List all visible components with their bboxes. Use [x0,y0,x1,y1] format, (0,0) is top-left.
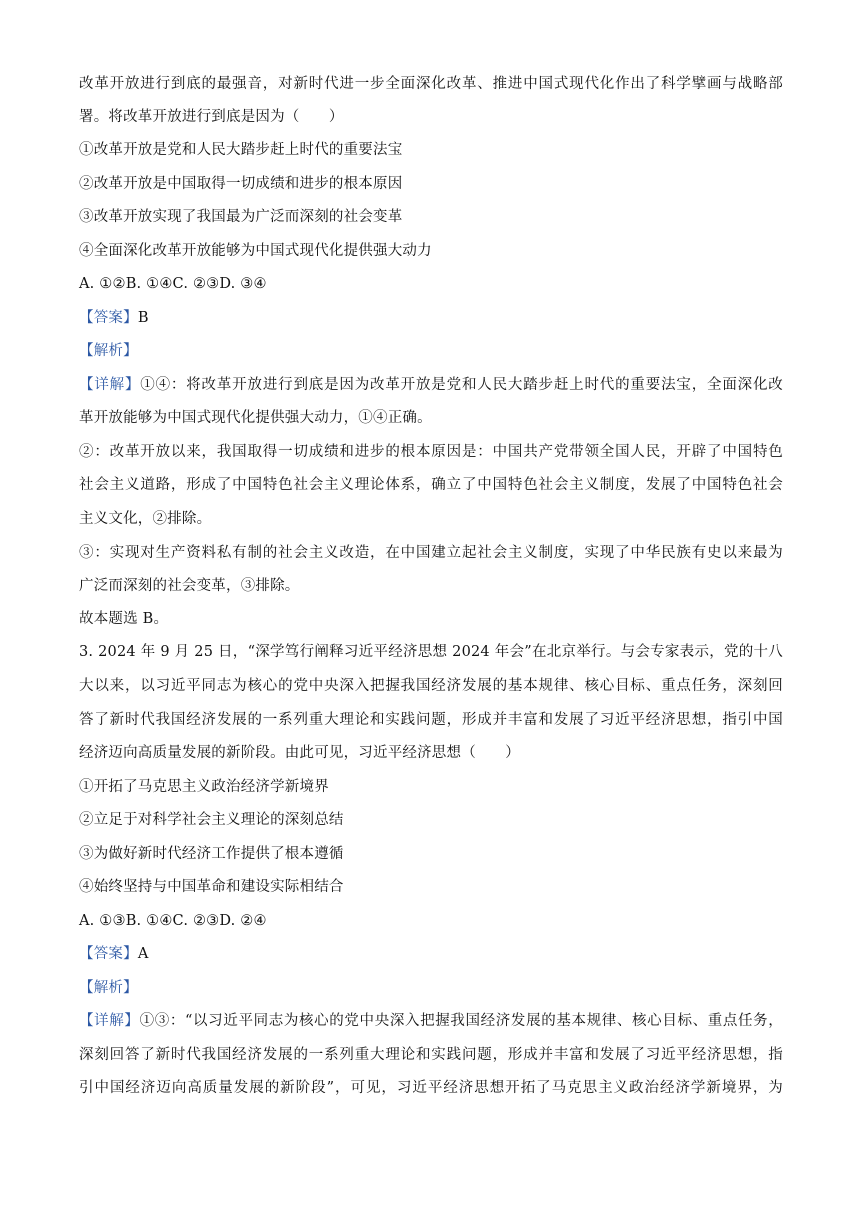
q2-option-2: ②改革开放是中国取得一切成绩和进步的根本原因 [79,176,403,192]
answer-value: A [137,946,149,962]
q3-option-2: ②立足于对科学社会主义理论的深刻总结 [79,812,344,828]
q3-option-3: ③为做好新时代经济工作提供了根本遵循 [79,846,344,862]
q2-analysis-tag: 【解析】 [79,343,138,359]
q3-answer [79,944,148,964]
detail-tag: 【详解】 [79,377,141,393]
q2-stem-line-1: 改革开放进行到底的最强音，对新时代进一步全面深化改革、推进中国式现代化作出了科学擘画与战略部 [79,76,783,92]
q2-option-3: ③改革开放实现了我国最为广泛而深刻的社会变革 [79,209,403,225]
q2-option-4: ④全面深化改革开放能够为中国式现代化提供强大动力 [79,243,432,259]
q2-detail-line-1: 【详解】①④：将改革开放进行到底是因为改革开放是党和人民大踏步赶上时代的重要法宝，全面深化改 [79,377,783,393]
q3-detail-line-1: 【详解】①③：“以习近平同志为核心的党中央深入把握我国经济发展的基本规律、核心目标、重点任务， [79,1013,783,1029]
q2-detail-line-3: ②：改革开放以来，我国取得一切成绩和进步的根本原因是：中国共产党带领全国人民，开辟了中国特色 [79,444,783,460]
q3-option-1: ①开拓了马克思主义政治经济学新境界 [79,779,329,795]
q3-stem-line-3: 答了新时代我国经济发展的一系列重大理论和实践问题，形成并丰富和发展了习近平经济思想，指引中国 [79,712,783,728]
q3-option-4: ④始终坚持与中国革命和建设实际相结合 [79,879,344,895]
answer-value: B [137,310,149,326]
q3-analysis-tag: 【解析】 [79,980,138,996]
q2-option-1: ①改革开放是党和人民大踏步赶上时代的重要法宝 [79,142,403,158]
q3-stem-line-4: 经济迈向高质量发展的新阶段。由此可见，习近平经济思想（ ） [79,745,520,761]
q3-stem-line-2: 大以来，以习近平同志为核心的党中央深入把握我国经济发展的基本规律、核心目标、重点任务，深刻回 [79,678,783,694]
q3-stem-line-1: 3. 2024 年 9 月 25 日，“深学笃行阐释习近平经济思想 2024 年会”在北京举行。与会专家表示，党的十八 [79,644,783,660]
q2-detail-line-2: 革开放能够为中国式现代化提供强大动力，①④正确。 [79,410,432,426]
q2-choices: A. ①②B. ①④C. ②③D. ③④ [79,276,267,292]
q3-detail-line-2: 深刻回答了新时代我国经济发展的一系列重大理论和实践问题，形成并丰富和发展了习近平经济思想，指 [79,1047,783,1063]
q2-detail-line-5: 主义文化，②排除。 [79,511,212,527]
q2-detail-line-7: 广泛而深刻的社会变革，③排除。 [79,578,300,594]
q2-detail-line-4: 社会主义道路，形成了中国特色社会主义理论体系，确立了中国特色社会主义制度，发展了中国特色社会 [79,477,783,493]
q3-choices: A. ①③B. ①④C. ②③D. ②④ [79,913,267,929]
q2-stem-line-2: 署。将改革开放进行到底是因为（ ） [79,109,344,125]
answer-tag: 【答案】 [79,946,138,962]
q2-answer [79,308,149,328]
answer-tag: 【答案】 [79,310,138,326]
detail-tag: 【详解】 [79,1013,140,1029]
q2-detail-line-6: ③：实现对生产资料私有制的社会主义改造，在中国建立起社会主义制度，实现了中华民族有史以来最为 [79,545,783,561]
q3-detail-line-3: 引中国经济迈向高质量发展的新阶段”，可见，习近平经济思想开拓了马克思主义政治经济学新境界，为 [79,1080,783,1096]
q2-conclusion: 故本题选 B。 [79,611,169,627]
